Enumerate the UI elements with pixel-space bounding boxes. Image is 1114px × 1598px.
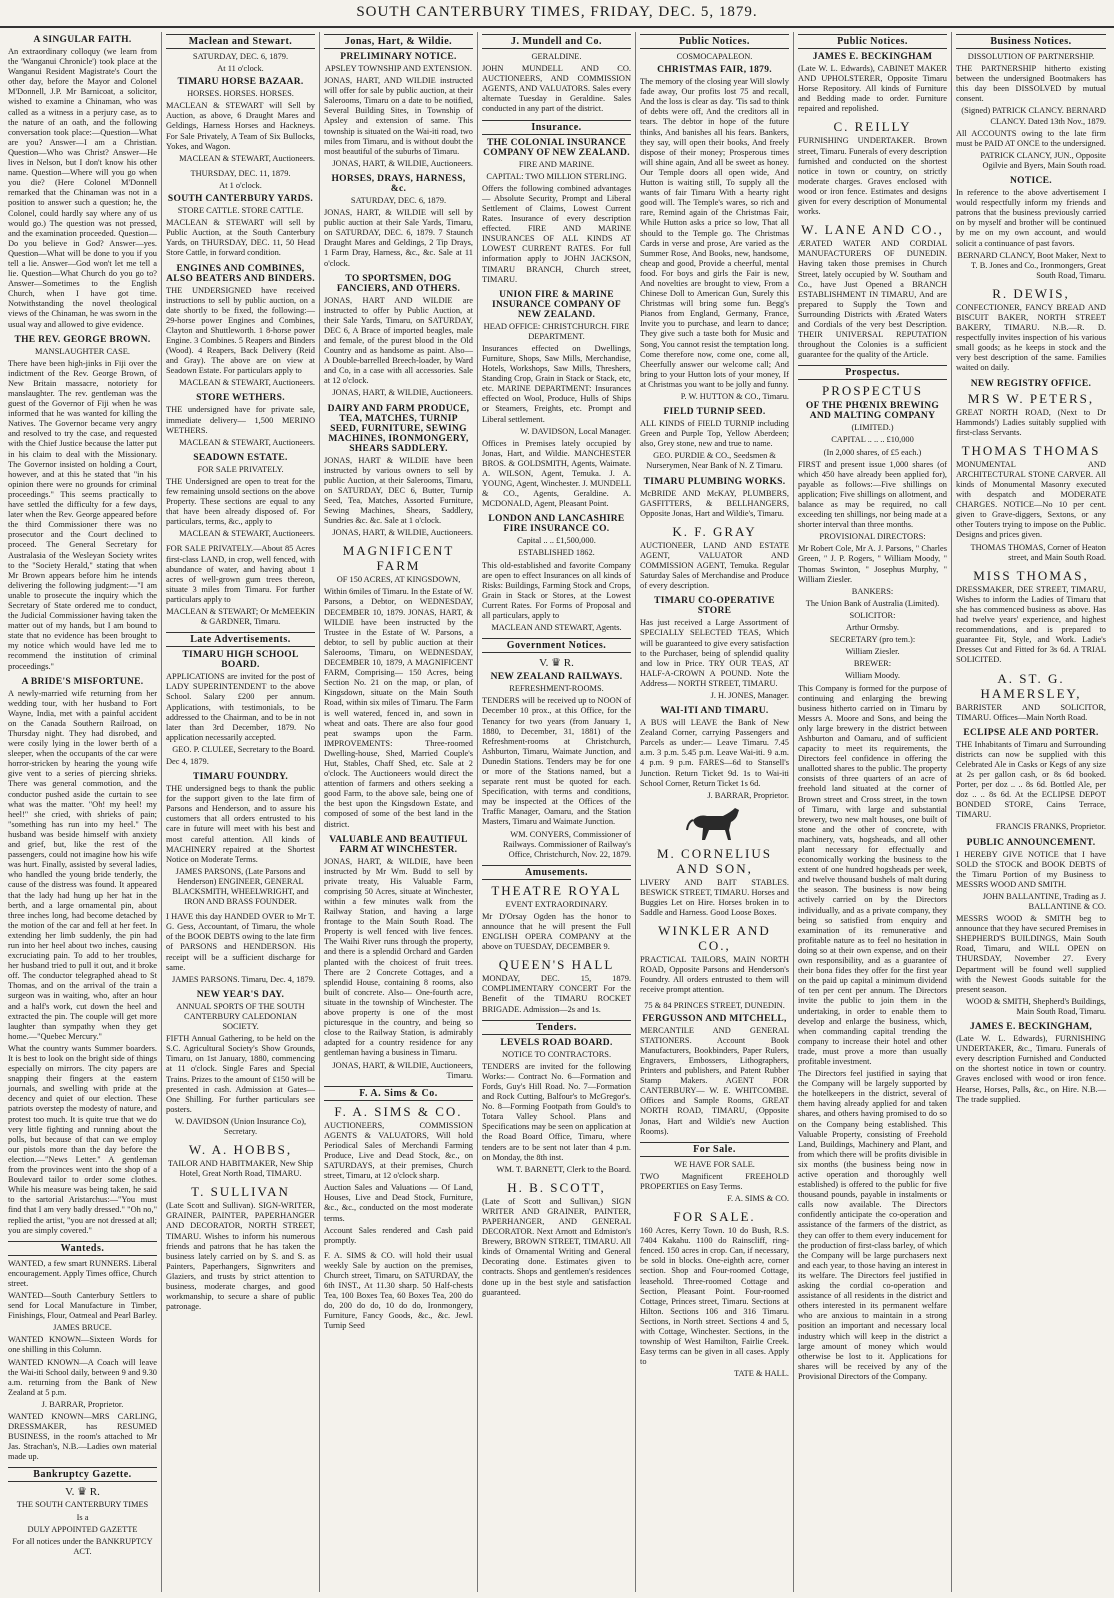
- ad-sullivan: [166, 1184, 315, 1312]
- ad-body: (Late of Scott and Sullivan,) SIGN WRITER AND GRAINER, PAINTER, PAPERHANGER, AND GENERAL DECORATOR. Next Arnott and Edmiston's Brewery, BROWN STREET, TIMARU. All kinds of Ornamental Writing and General Decorating done. Estimates given to contracts. Shops and gentlemen's residences done up in the best style and satisfaction guaranteed.: [482, 1196, 631, 1297]
- ad-signature: MACLEAN & STEWART; Or McMEEKIN & GARDNER, Timaru.: [166, 607, 315, 627]
- column-7: [952, 32, 1110, 1592]
- ad-body: I HAVE this day HANDED OVER to Mr T. G. Gess, Accountant, of Timaru, the whole of the BOOK DEBTS owing to the late firm of PARSONS and HENDERSON. His receipt will be a sufficient discharge for same.: [166, 912, 315, 972]
- ad-body: APPLICATIONS are invited for the post of LADY SUPERINTENDENT to the above School. Salary £200 per annum. Applications, with testimonials, to be addressed to the Chairman, and to be in not later than 3rd December, 1879. No application necessarily accepted.: [166, 672, 315, 742]
- ad-date: SATURDAY, DEC. 6, 1879.: [192, 52, 289, 61]
- section-header: Insurance.: [482, 120, 631, 135]
- column-4: [478, 32, 636, 1592]
- ad-store-cattle: [166, 169, 315, 259]
- column-6: [794, 32, 952, 1592]
- classified-ad: WANTED KNOWN—MRS CARLING, DRESSMAKER, has RESUMED BUSINESS, in the room's attached to Mr Jas. Strachan's, N.B.—Ladies own material made up.: [8, 1412, 157, 1462]
- ad-title: LONDON AND LANCASHIRE FIRE INSURANCE CO.: [488, 514, 625, 535]
- ad-body: JONAS, HART AND WILDIE are instructed to offer by Public Auction, at their Sale Yards, Timaru, on SATURDAY, DEC 6, A Brace of imported beagles, male and female, of the purest blood in the Old Country and as handsome as paint. Also— A Double-barrelled Breech-loader, by Ward and Co, in a case with all accessories. Sale at 12 o'clock.: [324, 295, 473, 386]
- ad-subtitle: HEAD OFFICE: CHRISTCHURCH. FIRE DEPARTMENT.: [483, 321, 630, 341]
- ad-box: Auction Sales and Valuations — Of Land, Houses, Live and Dead Stock, Furniture, &c., &c., conducted on the most moderate terms.: [324, 1183, 473, 1223]
- notice-text: For all notices under the BANKRUPTCY ACT.: [12, 1536, 153, 1556]
- ad-new-years-day: [166, 990, 315, 1137]
- ad-london-lancashire: [482, 514, 631, 633]
- ad-signature: GEO. PURDIE & CO., Seedsmen & Nurserymen, Near Bank of N. Z Timaru.: [646, 451, 783, 471]
- secretary-heading: SECRETARY (pro tem.):: [829, 635, 916, 645]
- ad-body: THE undersigned have for private sale, immediate delivery— 1,500 MERINO WETHERS.: [166, 405, 315, 435]
- ad-body: THE UNDERSIGNED have received instructions to sell by public auction, on a date shortly to be fixed, the following:— 29-horse power Engines and Combines, Clayton and Shuttleworth. 1 8-horse power Engine. 3 Combines. 5 Reapers and Binders (Wood). 4 Reapers, Back Delivery (Reid and Gray). The above are on view at Seadown Estate. For particulars apply to: [166, 285, 315, 376]
- notice-text: Is a: [76, 1512, 89, 1522]
- ad-signature: GEO. P. CLULEE, Secretary to the Board.: [172, 744, 315, 754]
- ad-cornelius-livery: [640, 846, 789, 918]
- prospectus-limited: (LIMITED.): [851, 423, 894, 433]
- ad-dewis-confectioner: [956, 286, 1106, 374]
- article-singular-faith: [8, 35, 157, 330]
- classified-ad: WANTED, a few smart RUNNERS. Liberal encouragement. Apply Times office, Church street.: [8, 1258, 157, 1288]
- solicitor-heading: SOLICITOR:: [849, 610, 896, 620]
- ad-body: CONFECTIONER, FANCY BREAD AND BISCUIT BAKER, NORTH STREET BAKERY, TIMARU. N.B.—R. D. respectfully invites inspection of his various small goods; as he keeps in stock and the very best description of the same. Families waited on daily.: [956, 302, 1106, 373]
- ad-title: TIMARU CO-OPERATIVE STORE: [654, 596, 775, 617]
- notice-railways: [482, 656, 631, 860]
- ad-title: CHRISTMAS FAIR, 1879.: [657, 65, 772, 76]
- ad-name: H. B. SCOTT,: [507, 1179, 606, 1195]
- ad-engines: [166, 264, 315, 389]
- ad-body: TAILOR AND HABITMAKER, New Ship Hotel, Great North Road, TIMARU.: [167, 1159, 314, 1179]
- secretary-name: William Ziesler.: [845, 647, 900, 657]
- section-header: Amusements.: [482, 865, 631, 880]
- ad-signature: JOHN BALLANTINE, Trading as J. BALLANTINE & CO.: [982, 891, 1106, 911]
- ad-body: Account Sales rendered and Cash paid promptly.: [324, 1225, 473, 1245]
- ad-title: FIELD TURNIP SEED.: [663, 407, 766, 418]
- column-1: [4, 32, 162, 1592]
- ad-signature: JONAS, HART, & WILDIE, Auctioneers.: [332, 158, 473, 168]
- ad-subtitle: FIRE AND MARINE.: [518, 159, 595, 169]
- ad-date: SATURDAY, DEC. 6, 1879.: [350, 195, 447, 205]
- ad-place: GERALDINE.: [531, 52, 582, 61]
- ad-hobbs-tailor: [166, 1142, 315, 1179]
- ad-name: WINKLER AND CO.,: [658, 923, 771, 954]
- ad-signature: FRANCIS FRANKS, Proprietor.: [995, 822, 1106, 832]
- ad-signature: WM. CONYERS, Commissioner of Railways. Commissioner of Railway's Office, Christchurch, Nov. 22, 1879.: [502, 829, 631, 859]
- ad-body: ÆRATED WATER AND CORDIAL MANUFACTURERS OF DUNEDIN. Having taken those premises in Church Street, lately occupied by W. Southam and Co., have Just Opened a BRANCH ESTABLISHMENT IN TIMARU, And are prepared to Supply the Town and Surrounding Districts with Ærated Waters and Cordials of the very best Description. THEIR UNIVERSAL REPUTATION throughout the Colonies is a sufficient guarantee for the quality of the Article.: [798, 239, 947, 360]
- ad-plumbing-works: [640, 477, 789, 519]
- ad-body: THE undersigned begs to thank the public for the support given to the late firm of Parsons and Henderson, and to assure his customers that all orders entrusted to his care in future will meet with his best and most careful attention. All kinds of MACHINERY repaired at the Shortest Notice on Moderate Terms.: [166, 784, 315, 864]
- ad-name: THOMAS THOMAS: [961, 442, 1101, 458]
- ad-horses-drays: [324, 174, 473, 269]
- article-title: A SINGULAR FAITH.: [33, 35, 132, 45]
- ad-signature: JONAS, HART, & WILDIE, Auctioneers, Timaru.: [332, 1060, 473, 1080]
- ad-subtitle: NOTICE TO CONTRACTORS.: [501, 1049, 612, 1059]
- ad-body: THE Inhabitants of Timaru and Surrounding districts can now be supplied with this Celebrated Ale in Casks or Kegs of any size at 2s per gallon cash, or 8s 6d booked. Porter, per doz .. .. 8s 6d. Bottled Ale, per doz .. .. 8s 6d. At the ECLIPSE DEPOT BONDED STORE, Cains Terrace, TIMARU.: [956, 739, 1106, 820]
- ad-subtitle: STORE CATTLE. STORE CATTLE.: [177, 206, 304, 216]
- ad-body: Mr D'Orsay Ogden has the honor to announce that he will present the Full ENGLISH OPERA COMPANY at the above on TUESDAY, DECEMBER 9.: [482, 911, 631, 952]
- ad-name: FERGUSSON AND MITCHELL,: [642, 1013, 787, 1024]
- ad-signature: JAMES PARSONS, (Late Parsons and Henderson) ENGINEER, GENERAL BLACKSMITH, WHEELWRIGHT, and IRON AND BRASS FOUNDER.: [172, 866, 309, 907]
- ad-freehold-properties: [640, 1160, 789, 1204]
- ad-title: SEADOWN ESTATE.: [193, 452, 288, 463]
- ad-lane-aerated-water: [798, 222, 947, 360]
- crown-emblem-icon: V. ♛ R.: [65, 1486, 100, 1499]
- ad-body: This old-established and favorite Company are open to effect Insurances on all kinds of Risks: Buildings, Farming Stock and Crops, Grain in Stack or Stores, at the Lowest Current Rates. For Forms of Proposal and all particulars, apply to: [482, 560, 631, 621]
- ad-body: FURNISHING UNDERTAKER. Brown street, Timaru. Funerals of every description furnished and conducted on the shortest notice in town or country, on strictly moderate charges. Graves enclosed with wood or iron fence. Estimates and designs given for every description of Monumental works.: [798, 136, 947, 217]
- ad-body: MESSRS WOOD & SMITH beg to announce that they have secured Premises in SHEPHERD'S BUILDINGS, Main South Road, Timaru, and WILL OPEN on THURSDAY, November 27. Every Department will be found well supplied with the Newest Goods suitable for the present season.: [956, 914, 1106, 994]
- column-5: [636, 32, 794, 1592]
- column-2: [162, 32, 320, 1592]
- ad-dissolution: [956, 52, 1106, 171]
- ad-title: VALUABLE AND BEAUTIFUL FARM AT WINCHESTER.: [329, 834, 468, 855]
- ad-title: NEW ZEALAND RAILWAYS.: [490, 672, 623, 683]
- ad-signature: J. BARRAR, Proprietor.: [41, 1399, 124, 1409]
- ad-name: A. ST. G. HAMERSLEY,: [980, 670, 1082, 701]
- bankruptcy-section: [8, 1467, 157, 1556]
- ad-miss-thomas: [956, 568, 1106, 666]
- ad-title: ENGINES AND COMBINES, ALSO BEATERS AND BINDERS.: [166, 263, 315, 284]
- ad-mundell: [482, 52, 631, 115]
- ad-established: ESTABLISHED 1862.: [518, 548, 595, 558]
- ad-title: PRELIMINARY NOTICE.: [340, 52, 457, 62]
- ad-subtitle: ANNUAL SPORTS OF THE SOUTH CANTERBURY CALEDONIAN SOCIETY.: [176, 1001, 305, 1032]
- ad-body: AUCTIONEERS, COMMISSION AGENTS & VALUATORS, Will hold Periodical Sales of Merchandi Farming Produce, Live and Dead Stock, &c., on SATURDAYS, at their premises, Church street, Timaru, at 12 o'clock sharp.: [324, 1120, 473, 1181]
- prospectus-body: This Company is formed for the purpose of continuing and enlarging the brewing business hitherto carried on in Timaru by Messrs A. Moore and Sons, and being the only large brewery in the district between Ashburton and Oamaru, and of sufficient capacity to meet its requirements, the Directors feel confidence in offering the unallotted shares to the public. The property consists of three quarters of an acre of freehold land situated at the corner of Brown street and Cross street, in the town of Timaru, with large and substantial brewery, two new malt houses, one built of stone and the other of concrete, with machinery, vats, hogsheads, and all other plant necessary for effectually and economically working the business to the extent of one hundred hogsheads per week, and twelve thousand bushels of malt during the season. The business is now being actively carried on by the Directors individually, and as a private company, they being so satisfied from enquiry and examination of its remunerative and profitable nature as to feel no hesitation in doing so at their own expense, and on their own responsibility, and as a guarantee of their bona fides they offer for the first year on the paid up capital a minimum dividend of ten per cent per annum. The Directors invite the public to join them in the undertaking, in order to enable them to develop and enlarge the business, which, when commanding capital trending the company to increase their hotel and other trade, must prove a more than usually profitable investment.: [798, 683, 947, 1066]
- ad-body: Has just received a Large Assortment of SPECIALLY SELECTED TEAS, Which will be guaranteed to give every satisfaction to the Purchaser, being of splendid quality and low in Price. TRY OUR TEAS, AT HALF-A-CROWN A POUND. Note the Address— NORTH STREET, TIMARU.: [640, 618, 789, 688]
- ad-body: The memory of the closing year Will slowly fade away, Our profits lost 75 and recall, And the loss is clear as day. 'Tis sad to think of debts were off, And the creditors all in tears. The debtor in hope of the future thinks, And banishes all his fears. Bankers, they say, will open their books, And freely dispose of their money; Prosperous times will shine again, And all be sweet as honey. Our Temple doors all open wide, And Hutton is waiting still, To supply all the wants of fair Timaru With a hearty right good will. The Temple's wares, so rich and rare, Remind again of the Christmas Fair, While Hutton asks a price so low, That all should to the Temple go. The Christmas Cards in verse and prose, Are varied as the Summer Rose, And Books, new, handsome, cheap and good, Provide a cheerful, mental food. For boys and girls the Fair is new, And novelties are brought to view, From a Chinese Doll to American Gun, Surely this Christmas will bring some fun. Begg's Pianos from England, Germany, France, Invite you to purchase, and learn to dance; They give such a taste both for Music and Song, You cannot resist the temptation long. Come therefore now, come one, come all, Cheerfully answer our welcome call; And bring to your Hutton lots of your money, If at Christmas you want to be jolly and funny.: [640, 77, 789, 389]
- prospectus-body: The Directors feel justified in saying that the Company will be largely supported by the hotelkeepers in the district, several of them having already applied for and taken shares, and others having promised to do so on the Company being established. This Valuable Property, consisting of Freehold Land, Buildings, Machinery and Plant, and from which there will be profits divisible in six months (the business being now in active operation and thoroughly well established) is offered to the public for five thousand pounds, payable in instalments or calls now available. The Directors confidently anticipate the co-operation and assistance of the farmers of the district, as they can offer to them every inducement for the production of first-class barley, of which the Company will be large purchasers next and each year, to those having an interest in its welfare. The Directors feel justified in asking the cordial co-operation and assistance of all residents in the district and others interested in its permanent welfare who are anxious to maintain in a strong position an important and necessary local industry which will keep in the district a large amount of money which would otherwise be lost to it. Applications for shares will be received by any of the Provisional Directors of the Company.: [798, 1069, 947, 1381]
- ad-body: McBRIDE AND McKAY, PLUMBERS, GASFITTERS, & BELLHANGERS, Opposite Jonas, Hart and Wildie's, Timaru.: [640, 488, 789, 518]
- ad-hamersley: [956, 671, 1106, 723]
- directors-list: Mr Robert Cole, Mr A. J. Parsons, " Charles Green, " J. P. Rogers, " William Moody, " Thomas Swinton, " Josephus Murphy, " William Ziesler.: [798, 544, 947, 584]
- ad-signature: MACLEAN & STEWART, Auctioneers.: [179, 529, 315, 539]
- ad-gray-auctioneer: [640, 524, 789, 591]
- ad-store-wethers: [166, 393, 315, 447]
- ad-magnificent-farm: [324, 543, 473, 829]
- ad-body: LIVERY AND BAIT STABLES. BESWICK STREET, TIMARU. Horses and Buggies Let on Hire. Horses broken in to Saddle and Harness. Good Loose Boxes.: [640, 877, 789, 918]
- ad-body: AUCTIONEER, LAND AND ESTATE AGENT, VALUATOR AND COMMISSION AGENT, Temuka. Regular Saturday Sales of Merchandise and Produce of every description.: [640, 540, 789, 591]
- notice-text: DULY APPOINTED GAZETTE: [27, 1524, 138, 1534]
- ad-name: C. REILLY: [833, 119, 912, 135]
- section-header: Tenders.: [482, 1020, 631, 1035]
- ad-title: LEVELS ROAD BOARD.: [500, 1037, 613, 1048]
- article-brides-misfortune: [8, 677, 157, 1236]
- ad-signature: JAMES PARSONS. Timaru, Dec. 4, 1879.: [171, 974, 315, 984]
- ad-name: MRS W. PETERS,: [967, 390, 1095, 406]
- ad-signature: MACLEAN & STEWART, Auctioneers.: [179, 437, 315, 447]
- section-header: J. Mundell and Co.: [482, 34, 631, 49]
- ad-seadown: [166, 453, 315, 540]
- ad-signature: F. A. SIMS & CO.: [727, 1193, 789, 1203]
- ad-queens-hall: [482, 957, 631, 1014]
- ad-signature: WM. T. BARNETT, Clerk to the Board.: [496, 1164, 631, 1174]
- ad-date: THURSDAY, DEC. 11, 1879.: [190, 168, 291, 178]
- ad-theatre-royal: [482, 883, 631, 952]
- ad-title: COSMOCAPALEON.: [676, 52, 753, 61]
- ad-title: MAGNIFICENT FARM: [342, 543, 455, 574]
- ad-dairy-produce: [324, 404, 473, 539]
- ad-beckingham-undertaker: [956, 1022, 1106, 1105]
- ad-title: TIMARU PLUMBING WORKS.: [643, 476, 786, 487]
- ad-signature: W. DAVIDSON (Union Insurance Co), Secretary.: [174, 1116, 307, 1136]
- ad-capital: CAPITAL: TWO MILLION STERLING.: [486, 171, 627, 181]
- brewer-name: William Moody.: [845, 671, 900, 681]
- ad-sportsmen: [324, 274, 473, 399]
- notice-text: THE SOUTH CANTERBURY TIMES: [16, 1500, 149, 1510]
- ad-title: HORSES, DRAYS, HARNESS, &c.: [331, 173, 466, 194]
- section-header: Wanteds.: [8, 1241, 157, 1256]
- article-title: A BRIDE'S MISFORTUNE.: [21, 676, 144, 687]
- ad-body: (Late W. L. Edwards), FURNISHING UNDERTAKER, &c., Timaru. Funerals of every description Furnished and Conducted on the shortest notice in town or country. Graves enclosed with wood or iron fence. Hearse, Horses, Palls, &c., on Hire. N.B.—The trade supplied.: [956, 1034, 1106, 1104]
- ad-signature: PATRICK CLANCY, JUN., Opposite Ogilvie and Byers, Main South road.: [980, 150, 1106, 170]
- ad-address: 75 & 84 PRINCES STREET, DUNEDIN.: [644, 1000, 785, 1010]
- ad-notice-clancy: [956, 176, 1106, 281]
- columns: [4, 32, 1110, 1592]
- classified-ad: WANTED—South Canterbury Settlers to send for Local Manufacture in Timber, Finishings, Flour, Oatmeal and Pearl Barley.: [8, 1290, 157, 1321]
- section-header: F. A. Sims & Co.: [324, 1086, 473, 1101]
- section-header: Public Notices.: [640, 34, 789, 49]
- ad-signature: MACLEAN AND STEWART, Agents.: [491, 623, 622, 633]
- ad-body: DRESSMAKER, DEE STREET, TIMARU, Wishes to inform the Ladies of Timaru that she has commenced business as above. Has had twelve years' experience, and highest recommendations, and is prepared to guarantee Fit, Style, and Work. Ladie's Dresses Cut and Fitted for 3s 6d. A TRIAL SOLICITED.: [956, 584, 1106, 665]
- ad-title: FOR SALE.: [673, 1209, 756, 1225]
- ad-sale-privately: [166, 544, 315, 627]
- ad-sims-weekly-sale: [324, 1251, 473, 1332]
- ad-title: STORE WETHERS.: [196, 393, 285, 404]
- ad-title: DISSOLUTION OF PARTNERSHIP.: [967, 52, 1095, 61]
- section-header: Prospectus.: [798, 365, 947, 380]
- ad-title: NEW REGISTRY OFFICE.: [970, 378, 1092, 389]
- ad-name: JAMES E. BECKINGHAM,: [969, 1022, 1093, 1033]
- article-body: A newly-married wife returning from her wedding tour, with her husband to Fort Wayne, India, met with a painful accident on the Canada Southern Railroad, on Thursday night. They had disrobed, and were cosily lying in the lower berth of a sleeper, when the occupants of the car were horror-stricken by hearing the young wife give vent to a series of piercing shrieks. There was general commotion, and the conductor pushed aside the curtain to see what was the matter. "Oh! my heel! my heel!" she cried, with shrieks of pain; "something has run into my heel." The husband was beside himself with anxiety and grief, but, like the rest of the passengers, could not imagine how his wife was hurt. Finally, assisted by several ladies, who handled the young bride tenderly, the cause of the distress was found. It appeared that the lady had hung up her hat in the berth, and a large ornamental pin, about three inches long, had become detached by the motion of the car and fell at her feet. In extending her limb suddenly, the pin had run into her heel about two inches, causing excruciating pain. To add to her troubles, her husband tried to pull it out, and it broke off. The conductor telegraphed ahead to St Thomas, and on the arrival of the train a surgeon was in waiting, who, after an hour and a half's work, cut down the heel and extracted the pin. The couple will get more laughter than sympathy when they get home.—"Quebec Mercury.": [8, 688, 157, 1041]
- ad-signature: P. W. HUTTON & CO., Timaru.: [680, 392, 789, 401]
- column-3: [320, 32, 478, 1592]
- ad-thomas-carver: [956, 443, 1106, 563]
- ad-title: THE COLONIAL INSURANCE COMPANY OF NEW ZEALAND.: [483, 137, 630, 158]
- prospectus-capital: CAPITAL .. .. .. £10,000: [831, 435, 914, 445]
- ad-body: 160 Acres, Kerry Town. 10 do Bush, R.S. 7404 Kakahu. 1100 do Rainscliff, ring-fenced. 150 acres in crop. Can, if necessary, be sold in blocks. One-eighth acre, corner section. Shop and Four-roomed Cottage, leasehold. Three-roomed Cottage and Section, Pleasant Point. Four-roomed Cottage, Princes street, Timaru. Sections at Hilton. Sections 106 and 316 Timaru. Sections, in North street. Sections 4 and 5, with Cottage, Winchester. Sections, in the township of West Hamilton, Fairlie Creek. Easy terms can be given in all cases. Apply to: [640, 1226, 789, 1367]
- ad-name: W. LANE AND CO.,: [801, 222, 944, 238]
- ad-signature: J. BARRAR, Proprietor.: [707, 790, 789, 800]
- ad-signature: J. H. JONES, Manager.: [710, 690, 789, 700]
- ad-eclipse-ale: [956, 728, 1106, 833]
- ad-timaru-foundry: [166, 772, 315, 907]
- ad-name: K. F. GRAY: [672, 523, 757, 539]
- ad-name: JAMES E. BECKINGHAM: [812, 52, 933, 62]
- ad-signature: MACLEAN & STEWART, Auctioneers.: [179, 153, 315, 163]
- ad-body: Insurances effected on Dwellings, Furniture, Shops, Saw Mills, Merchandise, Hotels, Workshops, Saw Mills, Threshers, Standing Crop, Grain in Stack or Stack, etc, etc. MARINE DEPARTMENT: Insurances effected on Wool, Produce, Hulls of Ships or Steamers, Freights, etc. Prompt and Liberal settlement.: [482, 343, 631, 424]
- ad-body: TENDERS are invited for the following Works:— Contract No. 6—Formation and Fords, Guy's Hill Road. No. 7—Formation and Rock Cutting, Balfour's to McGregor's. No. 8—Forming Footpath from Gould's to Totara Valley School. Plans and Specifications may be seen on application at the Road Board Office, Timaru, where tenders are to be sent not later than 4 p.m. on Monday, the 8th inst.: [482, 1061, 631, 1162]
- ad-body: MACLEAN & STEWART will Sell by Auction, as above, 6 Draught Mares and Geldings, Harness Horses and Hackneys. For Sale Privately, A Team of Six Bullocks, Yokes, and Wagon.: [166, 101, 315, 151]
- ad-scott-signwriter: [482, 1180, 631, 1298]
- ad-body: PRACTICAL TAILORS, MAIN NORTH ROAD, Opposite Parsons and Henderson's Foundry. All orders entrusted to them will receive prompt attention.: [640, 955, 789, 995]
- ad-high-school-board: [166, 650, 315, 767]
- section-header: Bankruptcy Gazette.: [8, 1467, 157, 1482]
- wanteds-section: [8, 1241, 157, 1463]
- ad-date: Dec 4, 1879.: [166, 756, 209, 766]
- ad-signature: JONAS, HART, & WILDIE, Auctioneers.: [332, 388, 473, 398]
- directors-heading: PROVISIONAL DIRECTORS:: [819, 532, 926, 542]
- bankers-heading: BANKERS:: [851, 586, 894, 596]
- ad-name: M. CORNELIUS AND SON,: [656, 845, 772, 876]
- ad-body: FOR SALE PRIVATELY.—About 85 Acres first-class LAND, in crop, well fenced, with abundance of water, and having about 1 acres of well-grown gum trees thereon, situate 3 miles from Timaru. For further particulars apply to: [166, 544, 315, 604]
- ad-apsley-township: [324, 52, 473, 169]
- ad-union-insurance: [482, 290, 631, 510]
- ad-name: R. DEWIS,: [992, 285, 1070, 301]
- ad-body: JONAS, HART & WILDIE have been instructed by various owners to sell by public Auction, at their Salerooms, Timaru, on SATURDAY, DEC 6, Butter, Turnip Seed, Tea, Matches, Assorted Furniture, Sewing Machines, Shears, Saddlery, Sundries &c. &c. Sale at 1 o'clock.: [324, 455, 473, 526]
- article-george-brown: [8, 335, 157, 672]
- ad-title: WE HAVE FOR SALE.: [674, 1159, 755, 1169]
- ad-subtitle: HORSES. HORSES. HORSES.: [187, 89, 294, 99]
- ad-body: JOHN MUNDELL AND CO. AUCTIONEERS, AND COMMISSION AGENTS, AND VALUATORS. Sales every alternate Tuesday in Geraldine. Sales conducted in any part of the district.: [482, 64, 631, 114]
- ad-capital: Capital .. .. £1,500,000.: [517, 536, 596, 546]
- ad-winkler-tailors: [640, 923, 789, 995]
- ad-body: F. A. SIMS & CO. will hold their usual weekly Sale by auction on the premises, Church street, Timaru, on SATURDAY, the 6th INST., At 11.30 sharp. 50 Half-chests Tea, 100 Boxes Tea, 60 Boxes Tea, 200 do do, 200 do do, 10 do do, Ironmongery, Furniture, Fancy Goods, &c., &c. Jewl. Turnip Seed: [324, 1250, 473, 1331]
- ad-public-announcement: [956, 838, 1106, 1018]
- section-header: For Sale.: [640, 1142, 789, 1157]
- ad-title: THEATRE ROYAL: [491, 882, 622, 898]
- section-header: Maclean and Stewart.: [166, 34, 315, 49]
- bankers-name: The Union Bank of Australia (Limited).: [805, 598, 940, 608]
- classified-ad: WANTED KNOWN—Sixteen Words for one shilling in this Column.: [8, 1335, 157, 1355]
- brewer-heading: BREWER:: [853, 659, 892, 669]
- ad-signature: TATE & HALL.: [734, 1369, 789, 1379]
- ad-body: I HEREBY GIVE NOTICE that I have SOLD the STOCK and BOOK DEBTS of the Timaru Portion of my Business to MESSRS WOOD AND SMITH.: [956, 849, 1106, 889]
- ad-body: THE Undersigned are open to treat for the few remaining unsold sections on the above Property. These sections are equal to any that have been already disposed of. For particulars, terms, &c., apply to: [166, 476, 315, 527]
- ad-title: NOTICE.: [1010, 176, 1052, 187]
- ad-levels-road-board: [482, 1038, 631, 1175]
- prospectus-title: PROSPECTUS: [822, 383, 923, 399]
- ad-body: MERCANTILE AND GENERAL STATIONERS. Account Book Manufacturers, Bookbinders, Paper Rulers, Engravers, Embossers, Lithographers, Printers and publishers, and Patent Rubber Stamp Makers. AGENT FOR CANTERBURY— W. E. WHITCOMBE. Offices and Sample Rooms, GREAT NORTH ROAD, TIMARU, (Opposite Jonas, Hart and Wildie's new Auction Rooms).: [640, 1025, 789, 1136]
- ad-subtitle: REFRESHMENT-ROOMS.: [509, 684, 604, 694]
- ad-body: TENDERS will be received up to NOON of December 10 prox., at this Office, for the Tenancy for two years (from January 1, 1880, to December, 31, 1881) of the Refreshment-rooms at Christchurch, Ashburton, Timaru, Waimate Junction, and Dunedin Stations. Tenders may be for one or more of the Stations named, but a separate rent must be quoted for each. Specification, with terms and conditions, may be inspected at the Offices of the Traffic Manager, Oamaru, and the Station Masters, Timaru and Waimate Junction.: [482, 696, 631, 827]
- article-subtitle: MANSLAUGHTER CASE.: [35, 346, 130, 356]
- ad-signature: WOOD & SMITH, Shepherd's Buildings, Main South Road, Timaru.: [965, 996, 1106, 1016]
- ad-time: At 11 o'clock.: [217, 64, 264, 74]
- ad-body: TWO Magnificent FREEHOLD PROPERTIES on Easy Terms.: [640, 1171, 789, 1191]
- ad-registry-office: [956, 379, 1106, 438]
- ad-title: TIMARU FOUNDRY.: [192, 772, 289, 783]
- ad-subtitle: EVENT EXTRAORDINARY.: [505, 899, 608, 909]
- ad-title: PUBLIC ANNOUNCEMENT.: [966, 837, 1096, 848]
- ad-body: MONUMENTAL AND ARCHITECTURAL STONE CARVER. All kinds of Monumental Masonry executed with despatch and MODERATE CHARGES. NOTICE—No 10 per cent. given to Grave-diggers, Sextons, or any other Touters trying to impose on the Public. Designs and prices given.: [956, 459, 1106, 540]
- ad-signature: (Signed) PATRICK CLANCY. BERNARD CLANCY. Dated 13th Nov., 1879.: [961, 106, 1106, 126]
- ad-beckingham-cabinet: [798, 52, 947, 114]
- ad-colonial-insurance: [482, 138, 631, 285]
- ad-body: Offices in Premises lately occupied by Jonas, Hart, and Wildie. MANCHESTER BROS. & GOLDSMITH, Agents, Waimate. A. WILSON, Agent, Temuka. J. A. YOUNG, Agent, Winchester. J. MUNDELL & CO., Agents, Geraldine. A. MCDONALD, Agent, Pleasant Point.: [482, 438, 631, 509]
- article-title: THE REV. GEORGE BROWN.: [14, 334, 151, 345]
- ad-name: F. A. SIMS & CO.: [334, 1103, 463, 1119]
- section-header: Late Advertisements.: [166, 632, 315, 647]
- prospectus-subtitle: OF THE PHŒNIX BREWING AND MALTING COMPANY: [805, 401, 940, 422]
- article-body: An extraordinary colloquy (we learn from the 'Wanganui Chronicle') took place at the Wanganui Resident Magistrate's Court the other day, before the Mayor and Colonel M'Donnell, J.P. Mr Barnicoat, a solicitor, wished to examine a Chinaman, who was called as a witness in a perjury case, as to the nature of an oath, and the following conversation took place:—Question—What are you? Answer—I am a Christian. Question—Who was Christ? Answer—He lives in Nelson, but I don't know his other name. Question—Where will you go when you die? (Here Colonel M'Donnell remarked that the Chinaman was not in a position to answer such a question; he, the Colonel, could hardly say where any of us would go.) The question was not pressed, and the examination proceeded. Question—Do you believe in God? Answer—yes. Question—What will be done to you if you tell a lie. Answer—God won't let me tell a lie. Question—What Church do you go to? Answer—Sometimes to the English Church, when I have got time. Notwithstanding the novel theological views of the Chinaman, he was sworn in the usual way and allowed to give evidence.: [8, 47, 157, 329]
- section-header: Public Notices.: [798, 34, 947, 49]
- ad-subtitle: APSLEY TOWNSHIP AND EXTENSION.: [324, 64, 473, 73]
- ad-body: GREAT NORTH ROAD, (Next to Dr Hammonds') Ladies suitably supplied with first-class Servants.: [956, 407, 1106, 437]
- section-header: Government Notices.: [482, 638, 631, 653]
- ad-title: TO SPORTSMEN, DOG FANCIERS, AND OTHERS.: [336, 273, 461, 294]
- section-header: Jonas, Hart, & Wildie.: [324, 34, 473, 49]
- ad-body: A BUS will LEAVE the Bank of New Zealand Corner, carrying Passengers and Parcels as under:— Leave Timaru. 7.45 a.m. 3 p.m. 5.45 p.m. Leave Wai-iti. 9 a.m. 4 p.m. 9 p.m. FARES—6d to Stansell's Junction. Return Ticket 9d. 1s to Wai-iti School Corner, Return Ticket 1s 6d.: [640, 718, 789, 788]
- prospectus-body: FIRST and present issue 1,000 shares (of which 450 have already been applied for), payable as follows:—Five shillings on application; Five shillings on allotment, and balance as may be required, no call exceeding ten shillings, nor being made at a shorter interval than three months.: [798, 459, 947, 530]
- article-body: What the country wants Summer boarders. It is best to look on the bright side of things especially on mirrors. The city papers are snapping their fingers at the eastern journals, and swelling with pride at the decency and quiet of our election. These patriots overstep the modesty of nature, and protest too much. It is quite true that we do very little fighting and running about the polls, but because of that can we employ our pistols more than the day before the election.—"News Letter." A gentleman from the provinces went into the shop of a Boulevard tailor to order some clothes. While his measure was being taken, he said to the sartorial Aristarchus:—"You must find that I am very badly dressed." "Oh no," replied the artist, "you are not dressed at all; you are simply covered.": [8, 1043, 157, 1235]
- ad-signature: W. DAVIDSON, Local Manager.: [520, 426, 631, 436]
- ad-body: JONAS, HART, & WILDIE, have been instructed by Mr Wm. Budd to sell by private treaty, His Valuable Farm, comprising 50 Acres, situate at Winchester, within a few minutes walk from the Railway Station, and having a large frontage to the Main South Road. The Property is well fenced with live fences. The Waihi River runs through the property, and there is a splendid Orchard and Garden planted with the choicest of fruit trees. There are 2 Concrete Cottages, and a splendid House, containing 8 rooms, also built of concrete. Also— One-fourth acre, situate in the township of Winchester. The above property is one of the most picturesque in the country, and being so close to the Railway Station, is admirably adapted for a country residence for any gentleman having a business in Timaru.: [324, 856, 473, 1058]
- ad-subtitle: FOR SALE PRIVATELY.: [197, 464, 284, 474]
- ad-body: ALL KINDS of FIELD TURNIP including Green and Purple Top, Yellow Aberdeen; also, Grey stone, new and true to name.: [640, 419, 789, 449]
- ad-title: TIMARU HIGH SCHOOL BOARD.: [182, 650, 299, 671]
- ad-signature: BERNARD CLANCY, Boot Maker, Next to T. B. Jones and Co., Ironmongers, Great South Road, Timaru.: [957, 250, 1106, 280]
- ad-body: All ACCOUNTS owing to the late firm must be PAID AT ONCE to the undersigned.: [956, 128, 1106, 148]
- ad-title: SOUTH CANTERBURY YARDS.: [167, 194, 314, 205]
- solicitor-name: Arthur Ormsby.: [846, 623, 899, 633]
- ad-signature: THOMAS THOMAS, Corner of Heaton street, and Main South Road.: [970, 542, 1106, 562]
- ad-fergusson-mitchell: [640, 1001, 789, 1137]
- section-header: Business Notices.: [956, 34, 1106, 49]
- article-body: There have been high-jinks in Fiji over the indictment of the Rev. George Brown, of New Britain massacre, notoriety for manslaughter. The rev. gentleman was the guest of the Governor of Fiji when he was informed that he was wanted for killing the Natives. The Governor became very angry and resolved to try the case, and requested with the Chief Justice because the latter put in his claim to deal with the Missionary. The Governor insisted on holding a Court, however, and at this he stated that "in his opinion there were no grounds for criminal proceedings." This seems practically to have settled the difficulty for a few days, later when the Rev. George appeared before the third Commissioner there was no prosecutor and the Court declined to proceed. The General Secretary for Australasia of the Wesleyan Society writes to the "Society Herald," stating that when Mr Brown appears before him he intends delivering the following judgment:—"I am unable to prosecute the inquiry which the Secretary of State ordered me to conduct, the Judicial Commissioner having taken the matter out of my hands, but I am bound to state that no evidence has been brought to my notice which would have led me to recommend the institution of criminal proceedings.": [8, 358, 157, 671]
- ad-body: FIFTH Annual Gathering, to be held on the S.C. Agricultural Society's Show Grounds, Timaru, on 1st January, 1880, commencing at 11 o'clock. Single Fares and Special Trains. Prizes to the amount of £150 will be presented in cash. Admission at Gates—One Shilling. For further particulars see posters.: [166, 1034, 315, 1114]
- ad-title: TIMARU HORSE BAZAAR.: [177, 77, 304, 88]
- ad-body: MACLEAN & STEWART will sell by Public Auction, at the South Canterbury Yards, on THURSDAY, DEC. 11, 50 Head Store Cattle, in forward condition.: [166, 218, 315, 258]
- horse-icon: [685, 806, 745, 842]
- ad-body: BARRISTER AND SOLICITOR, TIMARU. Offices—Main North Road.: [956, 702, 1106, 722]
- masthead: SOUTH CANTERBURY TIMES, FRIDAY, DEC. 5, 1879.: [0, 0, 1114, 28]
- ad-signature: JONAS, HART, & WILDIE, Auctioneers.: [332, 528, 473, 538]
- classified-ad: WANTED KNOWN—A Coach will leave the Wai-iti School daily, between 9 and 9.30 a.m. returning from the Bank of New Zealand at 5 p.m.: [8, 1357, 157, 1397]
- ad-title: QUEEN'S HALL: [498, 957, 615, 973]
- ad-signature: JAMES BRUCE.: [53, 1323, 112, 1333]
- ad-reilly-undertaker: [798, 119, 947, 217]
- ad-body: (Late W. L. Edwards), CABINET MAKER AND UPHOLSTERER, Opposite Timaru Horse Repository. All kinds of Furniture and Bedding made to order. Furniture repaired and repolished.: [798, 64, 947, 114]
- prospectus-phoenix-brewing: [798, 383, 947, 1382]
- ad-body: JONAS, HART, & WILDIE will sell by public auction at their Sale Yards, Timaru, on SATURDAY, DEC. 6, 1879. 7 Staunch Draught Mares and Geldings, 2 Tip Drays, 1 Farm Dray, Harness, &c., &c. Sale at 11 o'clock.: [324, 208, 473, 268]
- ad-body: THE PARTNERSHIP hitherto existing between the undersigned Bootmakers has this day been DISSOLVED by mutual consent.: [956, 64, 1106, 104]
- ad-body: Offers the following combined advantages— Absolute Security, Prompt and Liberal Settlement of Claims, Lowest Current Rates. Insurance of every description effected. FIRE AND MARINE INSURANCES OF ALL KINDS AT LOWEST CURRENT RATES. For full information apply to JOHN JACKSON, TIMARU BRANCH, Church street, TIMARU.: [482, 183, 631, 284]
- ad-title: UNION FIRE & MARINE INSURANCE COMPANY OF NEW ZEALAND.: [492, 289, 621, 320]
- ad-signature: MACLEAN & STEWART, Auctioneers.: [179, 378, 315, 388]
- ad-winchester-farm: [324, 835, 473, 1081]
- ad-name: W. A. HOBBS,: [188, 1142, 293, 1158]
- ad-cooperative-store: [640, 596, 789, 701]
- ad-body: MONDAY, DEC. 15, 1879. COMPLIMENTARY CONCERT For the Benefit of the TIMARU ROCKET BRIGADE. Admission—2s and 1s.: [482, 974, 631, 1014]
- ad-christmas-fair: [640, 52, 789, 402]
- ad-horse-bazaar: [166, 52, 315, 164]
- ad-sims-auctioneers: [324, 1104, 473, 1246]
- prospectus-shares: (In 2,000 shares, of £5 each.): [823, 447, 922, 457]
- ad-title: ECLIPSE ALE AND PORTER.: [963, 727, 1099, 738]
- ad-name: MISS THOMAS,: [973, 567, 1089, 583]
- ad-book-debts: [166, 912, 315, 985]
- ad-body: (Late Scott and Sullivan). SIGN-WRITER, GRAINER, PAINTER, PAPERHANGER AND DECORATOR, NORTH STREET, TIMARU. Wishes to inform his numerous friends and patrons that he has taken the business lately carried on by S. and S. as Painters, Paperhangers, Signwriters and Glaziers, and trusts by strict attention to business, moderate charges, and good workmanship, to secure a share of public patronage.: [166, 1201, 315, 1312]
- ad-body: JONAS, HART, AND WILDIE instructed will offer for sale by public auction, at their Salerooms, Timaru on a date to be notified, Several Building Sites, in Township of Apsley and extension of same. This township is situated on the Wai-iti road, two miles from Timaru, and is without doubt the most beautiful of the suburbs of Timaru.: [324, 76, 473, 156]
- crown-emblem-icon: V. ♛ R.: [539, 657, 574, 670]
- ad-body: In reference to the above advertisement I would respectfully inform my friends and patrons that the business previously carried on by myself and brother will be continued by me on my own account, and would solicit a continuance of past favors.: [956, 188, 1106, 248]
- ad-name: T. SULLIVAN: [191, 1184, 290, 1200]
- ad-subtitle: OF 150 ACRES, AT KINGSDOWN,: [336, 575, 461, 585]
- ad-for-sale-lands: [640, 1209, 789, 1379]
- ad-title: WAI-ITI AND TIMARU.: [660, 706, 769, 717]
- ad-title: DAIRY AND FARM PRODUCE, TEA, MATCHES, TURNIP SEED, FURNITURE, SEWING MACHINES, IRONMONGERY, SHEARS SADDLERY.: [327, 403, 470, 454]
- ad-title: NEW YEAR'S DAY.: [196, 989, 285, 1000]
- ad-wai-iti-bus: [640, 706, 789, 801]
- ad-time: At 1 o'clock.: [219, 180, 262, 190]
- ad-body: Within 6miles of Timaru. In the Estate of W. Parsons, a Debtor, on WEDNESDAY, DECEMBER 10, 1879. JONAS, HART, & WILDIE have been instructed by the Trustee in the Estate of W. Parsons, a debtor, to sell by public auction at their Salerooms, Timaru, on WEDNESDAY, DECEMBER 10, 1879, A MAGNIFICENT FARM, Comprising— 150 Acres, being Section No. 21 on the map, or plan, of Kingsdown, situate on the Main South Road, within six miles of Timaru. The Farm is well watered, fenced in, and sown in wheat and oats. There are also four good peat swamps upon the Farm. IMPROVEMENTS: Three-roomed Dwelling-house, Shed, Married Couple's Hut, Stables, Chaff Shed, etc. Sale at 2 o'clock. The Auctioneers would direct the attention of farmers and others seeking a good Farm, to the above sale, being one of the best upon the Kingsdown Estate, and composed of some of the best land in the district.: [324, 587, 474, 829]
- ad-turnip-seed: [640, 407, 789, 471]
